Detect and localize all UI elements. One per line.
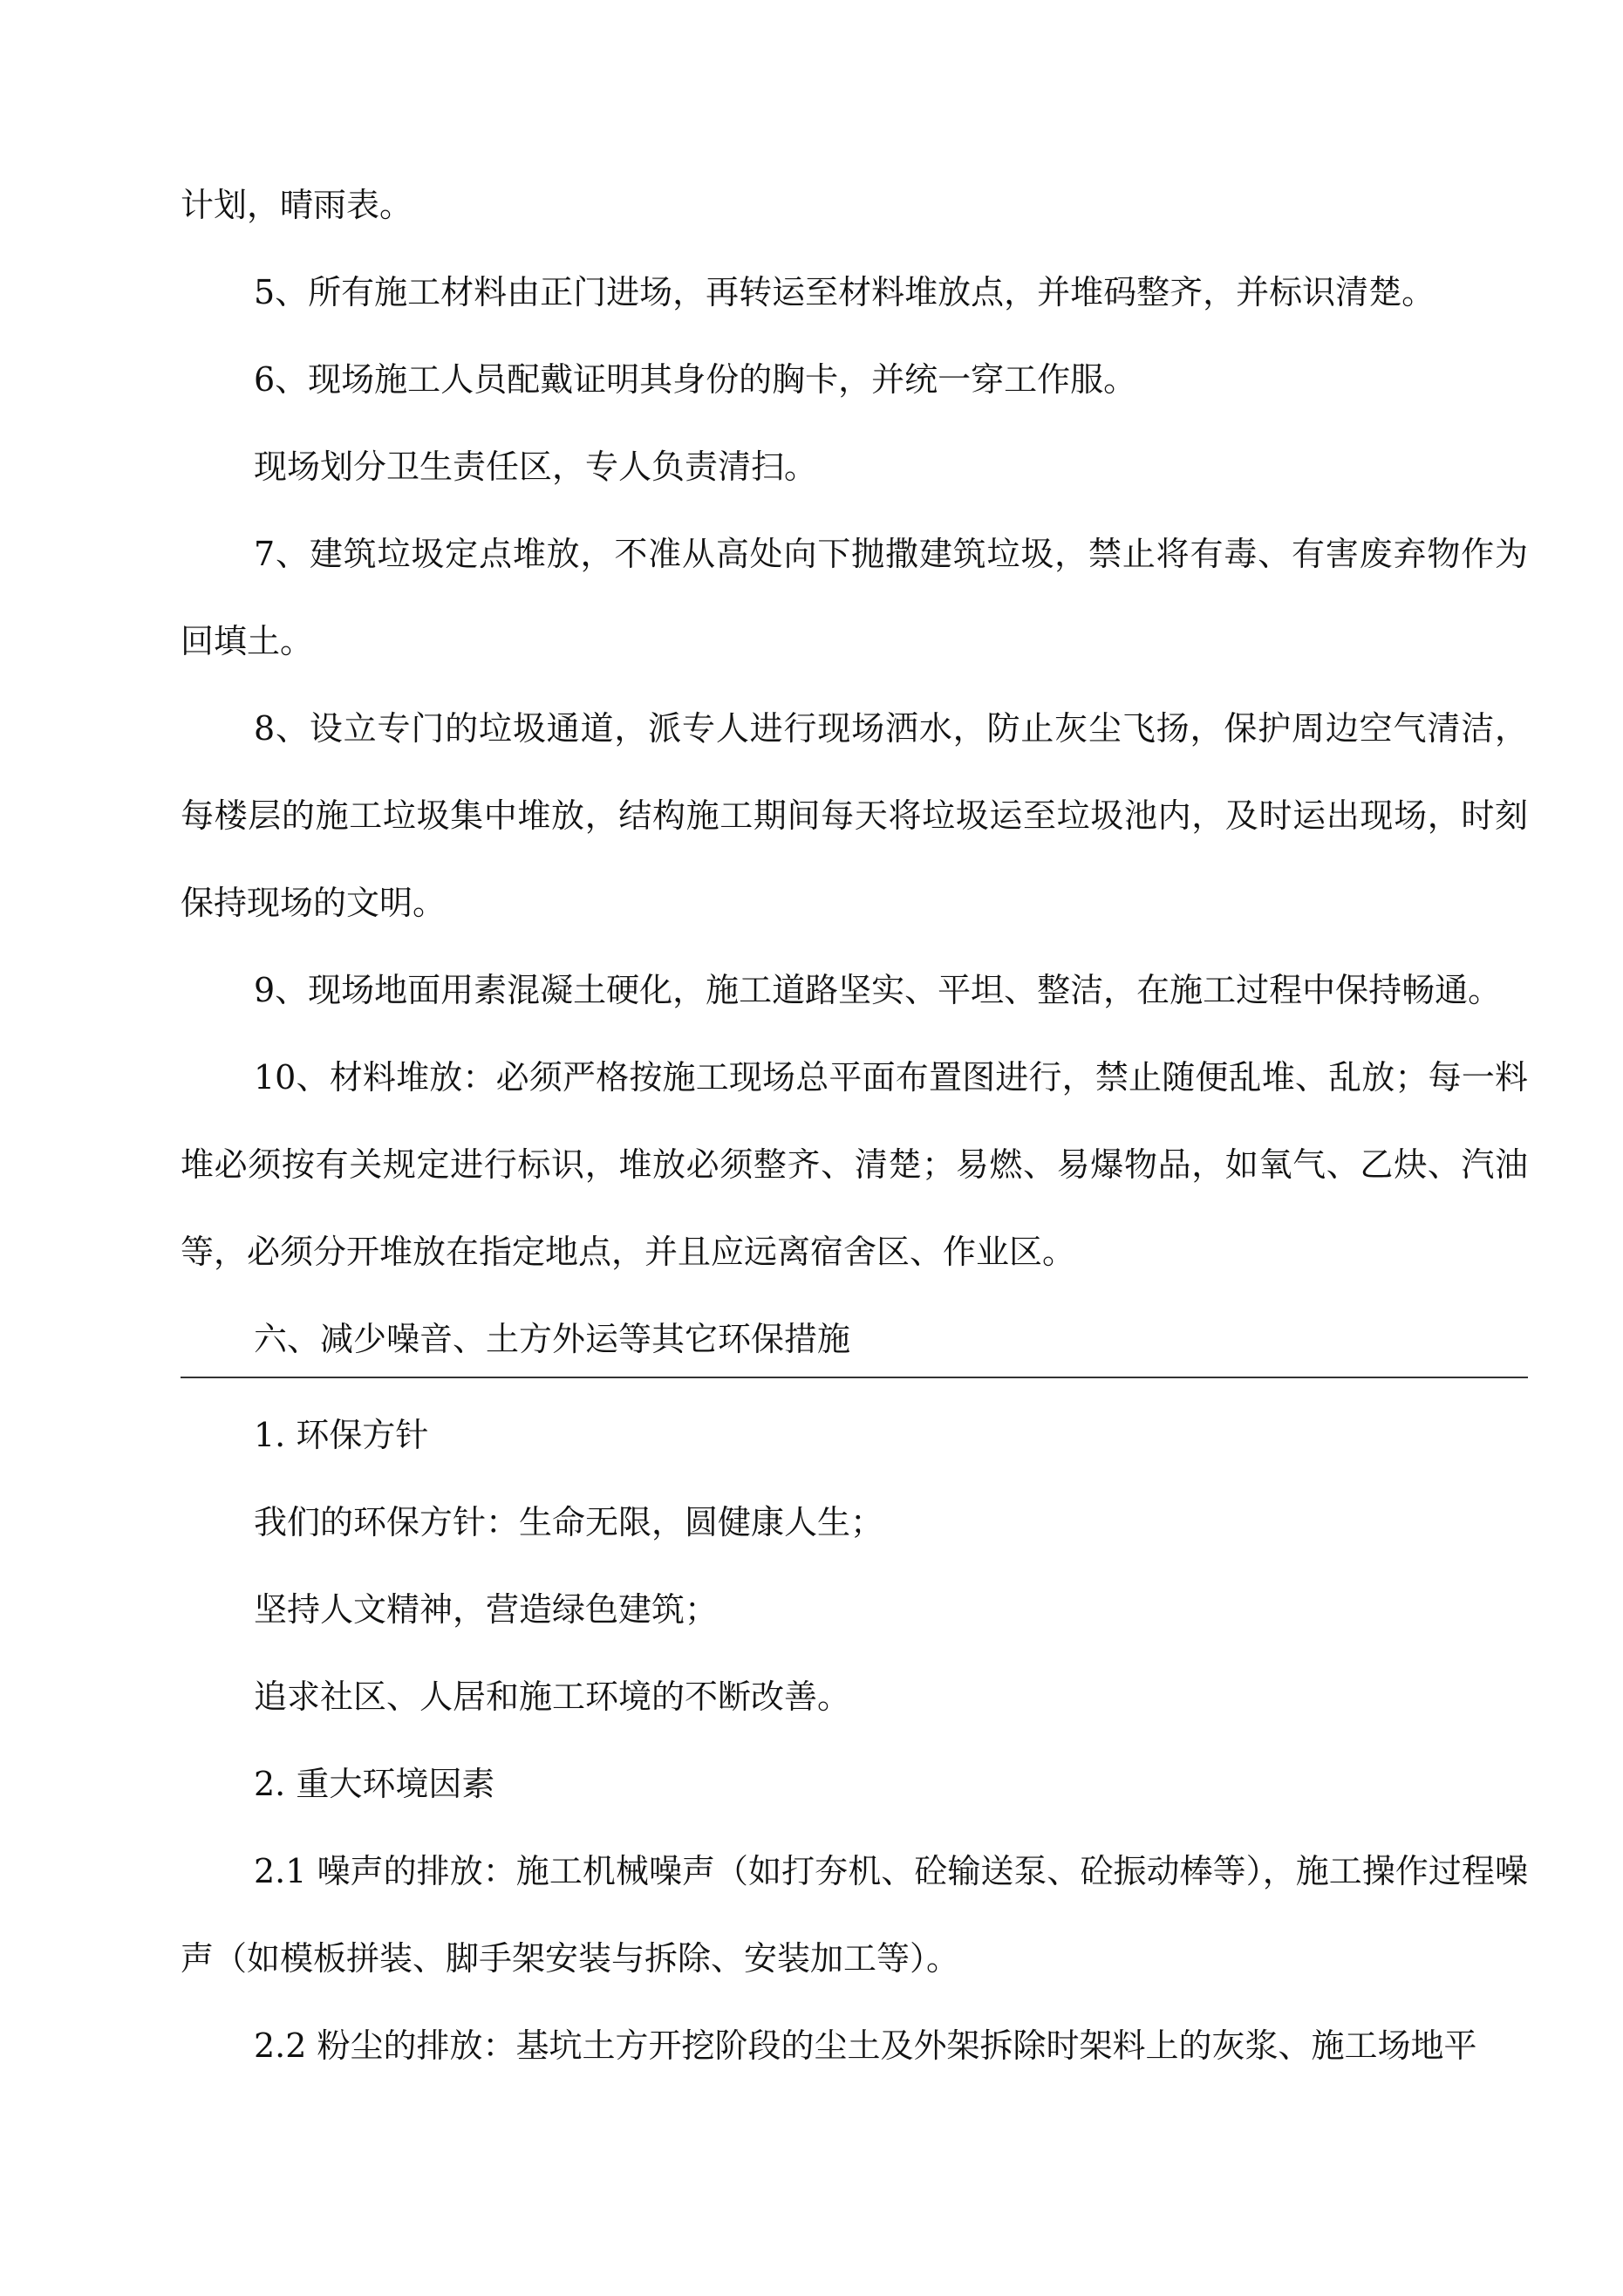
paragraph-continuation: 计划，晴雨表。 <box>181 186 413 224</box>
paragraph-dust-emission: 2.2 粉尘的排放：基坑土方开挖阶段的尘土及外架拆除时架料上的灰浆、施工场地平 <box>254 2026 1477 2065</box>
paragraph-policy-line-3: 追求社区、人居和施工环境的不断改善。 <box>254 1678 851 1716</box>
paragraph-item-6: 6、现场施工人员配戴证明其身份的胸卡，并统一穿工作服。 <box>254 360 1137 399</box>
paragraph-noise-emission: 2.1 噪声的排放：施工机械噪声（如打夯机、砼输送泵、砼振动棒等），施工操作过程噪声（如模板拼装、脚手架安装与拆除、安装加工等）。 <box>181 1852 1529 1978</box>
horizontal-divider <box>181 1377 1528 1378</box>
paragraph-item-7: 7、建筑垃圾定点堆放，不准从高处向下抛撒建筑垃圾，禁止将有毒、有害废弃物作为回填土。 <box>181 535 1528 660</box>
paragraph-hygiene-zone: 现场划分卫生责任区，专人负责清扫。 <box>254 448 818 486</box>
paragraph-policy-line-2: 坚持人文精神，营造绿色建筑； <box>254 1590 719 1629</box>
section-heading-six: 六、减少噪音、土方外运等其它环保措施 <box>254 1320 851 1358</box>
paragraph-item-10: 10、材料堆放：必须严格按施工现场总平面布置图进行，禁止随便乱堆、乱放；每一料堆必须按有关规定进行标识，堆放必须整齐、清楚；易燃、易爆物品，如氧气、乙炔、汽油等，必须分开堆放在指定地点，并且应远离宿舍区、作业区。 <box>181 1058 1528 1271</box>
subheading-major-factors: 2. 重大环境因素 <box>254 1765 495 1803</box>
paragraph-item-9: 9、现场地面用素混凝土硬化，施工道路坚实、平坦、整洁，在施工过程中保持畅通。 <box>254 971 1502 1009</box>
paragraph-item-8: 8、设立专门的垃圾通道，派专人进行现场洒水，防止灰尘飞扬，保护周边空气清洁，每楼层的施工垃圾集中堆放，结构施工期间每天将垃圾运至垃圾池内，及时运出现场，时刻保持现场的文明。 <box>181 709 1528 922</box>
paragraph-item-5: 5、所有施工材料由正门进场，再转运至材料堆放点，并堆码整齐，并标识清楚。 <box>254 273 1435 311</box>
paragraph-policy-line-1: 我们的环保方针：生命无限，圆健康人生； <box>254 1503 884 1541</box>
subheading-environmental-policy: 1. 环保方针 <box>254 1416 429 1454</box>
